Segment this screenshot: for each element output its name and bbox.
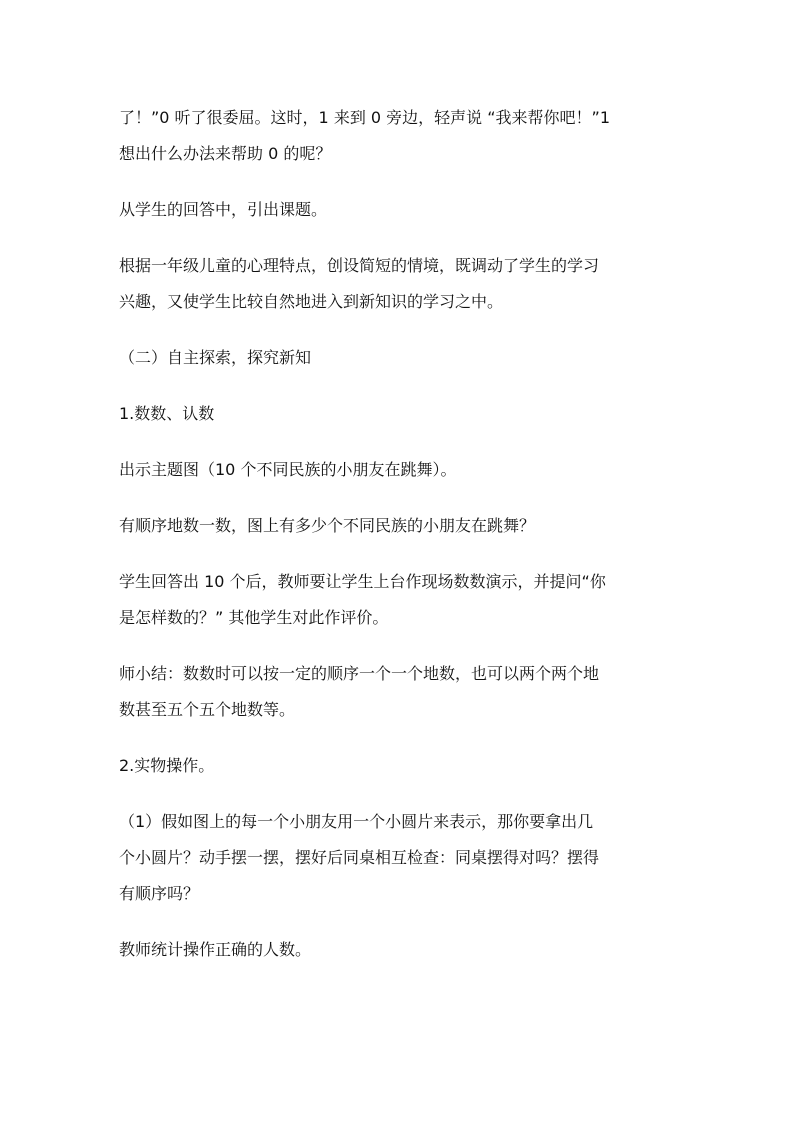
text-line: 学生回答出 10 个后，教师要让学生上台作现场数数演示，并提问“你 — [119, 572, 606, 591]
text-line: 数甚至五个五个地数等。 — [119, 700, 296, 719]
paragraph-introduce-topic — [119, 192, 689, 228]
text-line: 教师统计操作正确的人数。 — [119, 940, 312, 959]
text-line: 师小结：数数时可以按一定的顺序一个一个地数，也可以两个两个地 — [119, 664, 600, 683]
paragraph-teacher-tally — [119, 932, 689, 968]
paragraph-student-demo — [119, 564, 689, 636]
paragraph-story-continued — [119, 100, 689, 172]
text-line: 个小圆片？动手摆一摆，摆好后同桌相互检查：同桌摆得对吗？摆得 — [119, 848, 600, 867]
text-line: 根据一年级儿童的心理特点，创设简短的情境，既调动了学生的学习 — [119, 256, 600, 275]
text-line: 从学生的回答中，引出课题。 — [119, 200, 328, 219]
subheading-counting — [119, 396, 689, 432]
text-line: 出示主题图（10 个不同民族的小朋友在跳舞）。 — [119, 460, 457, 479]
section-heading-explore — [119, 340, 689, 376]
text-line: 了！”0 听了很委屈。这时，1 来到 0 旁边，轻声说 “我来帮你吧！”1 — [119, 108, 611, 127]
paragraph-show-picture — [119, 452, 689, 488]
heading-line: 1.数数、认数 — [119, 404, 215, 423]
document-body — [119, 100, 689, 988]
text-line: 兴趣，又使学生比较自然地进入到新知识的学习之中。 — [119, 292, 504, 311]
heading-line: 2.实物操作。 — [119, 756, 215, 775]
text-line: 想出什么办法来帮助 0 的呢？ — [119, 144, 332, 163]
heading-line: （二）自主探索，探究新知 — [119, 348, 312, 367]
text-line: 有顺序地数一数，图上有多少个不同民族的小朋友在跳舞？ — [119, 516, 536, 535]
paragraph-circle-cards — [119, 804, 689, 912]
subheading-hands-on — [119, 748, 689, 784]
text-line: 有顺序吗？ — [119, 884, 200, 903]
paragraph-teacher-summary — [119, 656, 689, 728]
text-line: （1）假如图上的每一个小朋友用一个小圆片来表示，那你要拿出几 — [119, 812, 594, 831]
text-line: 是怎样数的？” 其他学生对此作评价。 — [119, 608, 389, 627]
paragraph-design-rationale — [119, 248, 689, 320]
paragraph-count-question — [119, 508, 689, 544]
